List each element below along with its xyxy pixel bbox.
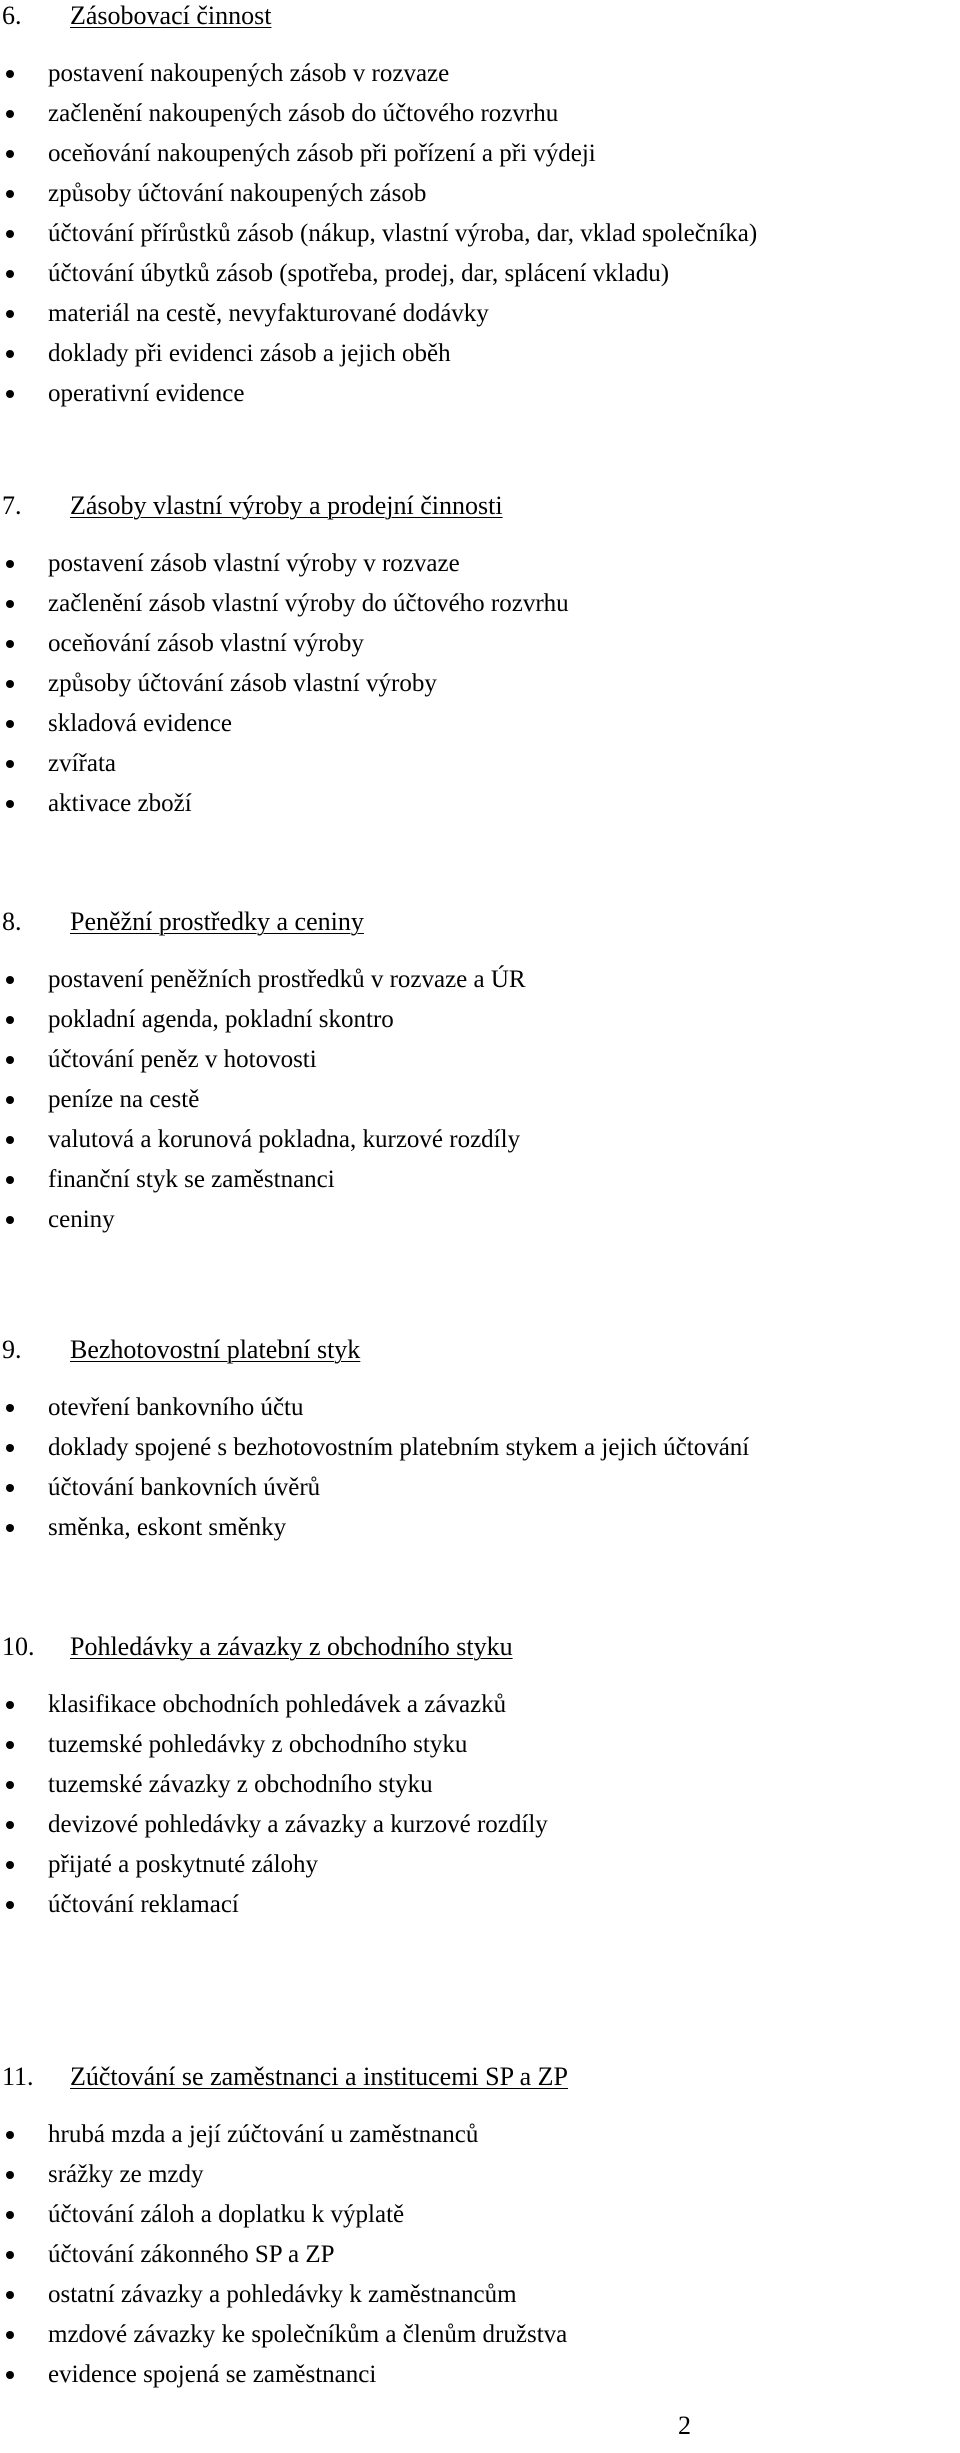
list-item: [0, 664, 960, 704]
list-item-text: účtování reklamací: [48, 1891, 239, 1918]
list-item: [0, 1765, 960, 1805]
list-item-text: tuzemské závazky z obchodního styku: [48, 1771, 433, 1798]
list-item-text: postavení nakoupených zásob v rozvaze: [48, 60, 450, 87]
section-title: Zásobovací činnost: [70, 1, 272, 30]
list-item: [0, 94, 960, 134]
list-item-text: účtování zákonného SP a ZP: [48, 2241, 335, 2268]
list-item: [0, 1725, 960, 1765]
list-item-text: valutová a korunová pokladna, kurzové rozdíly: [48, 1126, 521, 1153]
list-item-text: operativní evidence: [48, 380, 245, 407]
list-item-text: tuzemské pohledávky z obchodního styku: [48, 1731, 468, 1758]
section-8: [0, 906, 960, 1240]
bullet-icon: [6, 1741, 14, 1749]
list-item: [0, 1200, 960, 1240]
list-item: [0, 1000, 960, 1040]
list-item: [0, 1508, 960, 1548]
section-heading: [0, 490, 960, 522]
list-item-text: účtování bankovních úvěrů: [48, 1474, 321, 1501]
section-items: [0, 54, 960, 414]
list-item: [0, 374, 960, 414]
list-item-text: skladová evidence: [48, 710, 232, 737]
bullet-icon: [6, 1216, 14, 1224]
list-item: [0, 1685, 960, 1725]
section-items: [0, 960, 960, 1240]
list-item: [0, 1120, 960, 1160]
list-item-text: materiál na cestě, nevyfakturované dodávky: [48, 300, 489, 327]
list-item-text: začlenění nakoupených zásob do účtového rozvrhu: [48, 100, 559, 127]
list-item: [0, 544, 960, 584]
list-item: [0, 1428, 960, 1468]
list-item: [0, 1080, 960, 1120]
bullet-icon: [6, 1781, 14, 1789]
list-item-text: mzdové závazky ke společníkům a členům družstva: [48, 2321, 568, 2348]
list-item-text: devizové pohledávky a závazky a kurzové rozdíly: [48, 1811, 548, 1838]
bullet-icon: [6, 1444, 14, 1452]
section-items: [0, 2115, 960, 2395]
bullet-icon: [6, 2371, 14, 2379]
list-item: [0, 174, 960, 214]
bullet-icon: [6, 600, 14, 608]
list-item: [0, 744, 960, 784]
list-item: [0, 784, 960, 824]
list-item: [0, 2355, 960, 2395]
section-heading: [0, 1631, 960, 1663]
bullet-icon: [6, 70, 14, 78]
section-number: 11.: [2, 2062, 34, 2091]
bullet-icon: [6, 1524, 14, 1532]
bullet-icon: [6, 1016, 14, 1024]
bullet-icon: [6, 1861, 14, 1869]
section-heading: [0, 906, 960, 938]
section-number: 9.: [2, 1335, 22, 1364]
list-item: [0, 1805, 960, 1845]
list-item: [0, 1160, 960, 1200]
list-item: [0, 134, 960, 174]
section-title: Pohledávky a závazky z obchodního styku: [70, 1632, 513, 1661]
bullet-icon: [6, 1701, 14, 1709]
list-item-text: hrubá mzda a její zúčtování u zaměstnanců: [48, 2121, 479, 2148]
list-item-text: ostatní závazky a pohledávky k zaměstnancům: [48, 2281, 517, 2308]
list-item-text: způsoby účtování zásob vlastní výroby: [48, 670, 437, 697]
bullet-icon: [6, 1484, 14, 1492]
list-item-text: zvířata: [48, 750, 117, 777]
list-item: [0, 624, 960, 664]
list-item-text: účtování přírůstků zásob (nákup, vlastní výroba, dar, vklad společníka): [48, 220, 758, 247]
list-item-text: přijaté a poskytnuté zálohy: [48, 1851, 319, 1878]
bullet-icon: [6, 2251, 14, 2259]
list-item-text: doklady spojené s bezhotovostním platebním stykem a jejich účtování: [48, 1434, 750, 1461]
list-item-text: oceňování nakoupených zásob při pořízení a při výdeji: [48, 140, 596, 167]
list-item-text: otevření bankovního účtu: [48, 1394, 304, 1421]
section-title: Zásoby vlastní výroby a prodejní činnosti: [70, 491, 503, 520]
list-item: [0, 1468, 960, 1508]
bullet-icon: [6, 270, 14, 278]
bullet-icon: [6, 1136, 14, 1144]
list-item: [0, 2235, 960, 2275]
bullet-icon: [6, 2171, 14, 2179]
section-7: [0, 490, 960, 824]
list-item-text: postavení peněžních prostředků v rozvaze a ÚR: [48, 966, 526, 993]
list-item-text: směnka, eskont směnky: [48, 1514, 287, 1541]
list-item: [0, 334, 960, 374]
bullet-icon: [6, 640, 14, 648]
section-number: 8.: [2, 907, 22, 936]
list-item-text: srážky ze mzdy: [48, 2161, 204, 2188]
bullet-icon: [6, 1096, 14, 1104]
list-item: [0, 2315, 960, 2355]
section-heading: [0, 1334, 960, 1366]
section-title: Peněžní prostředky a ceniny: [70, 907, 364, 936]
bullet-icon: [6, 800, 14, 808]
list-item: [0, 1388, 960, 1428]
list-item: [0, 214, 960, 254]
bullet-icon: [6, 976, 14, 984]
section-heading: [0, 2061, 960, 2093]
section-title: Zúčtování se zaměstnanci a institucemi SP a ZP: [70, 2062, 568, 2091]
list-item-text: peníze na cestě: [48, 1086, 200, 1113]
bullet-icon: [6, 1056, 14, 1064]
list-item: [0, 1885, 960, 1925]
bullet-icon: [6, 230, 14, 238]
bullet-icon: [6, 2331, 14, 2339]
bullet-icon: [6, 350, 14, 358]
bullet-icon: [6, 720, 14, 728]
list-item: [0, 584, 960, 624]
bullet-icon: [6, 2291, 14, 2299]
page-number: 2: [678, 2411, 691, 2440]
list-item: [0, 254, 960, 294]
section-heading: [0, 0, 960, 32]
list-item-text: způsoby účtování nakoupených zásob: [48, 180, 427, 207]
list-item-text: klasifikace obchodních pohledávek a závazků: [48, 1691, 507, 1718]
bullet-icon: [6, 390, 14, 398]
list-item-text: postavení zásob vlastní výroby v rozvaze: [48, 550, 460, 577]
bullet-icon: [6, 1821, 14, 1829]
bullet-icon: [6, 110, 14, 118]
list-item: [0, 960, 960, 1000]
bullet-icon: [6, 760, 14, 768]
list-item: [0, 1040, 960, 1080]
list-item-text: účtování úbytků zásob (spotřeba, prodej, dar, splácení vkladu): [48, 260, 670, 287]
list-item: [0, 1845, 960, 1885]
list-item: [0, 2195, 960, 2235]
list-item-text: doklady při evidenci zásob a jejich oběh: [48, 340, 451, 367]
section-11: [0, 2061, 960, 2395]
list-item-text: účtování záloh a doplatku k výplatě: [48, 2201, 405, 2228]
bullet-icon: [6, 2131, 14, 2139]
bullet-icon: [6, 310, 14, 318]
bullet-icon: [6, 1404, 14, 1412]
bullet-icon: [6, 1901, 14, 1909]
section-items: [0, 1685, 960, 1925]
list-item-text: účtování peněz v hotovosti: [48, 1046, 317, 1073]
section-6: [0, 0, 960, 414]
bullet-icon: [6, 2211, 14, 2219]
section-9: [0, 1334, 960, 1548]
list-item-text: začlenění zásob vlastní výroby do účtového rozvrhu: [48, 590, 569, 617]
list-item-text: aktivace zboží: [48, 790, 192, 817]
bullet-icon: [6, 560, 14, 568]
list-item: [0, 294, 960, 334]
list-item: [0, 2275, 960, 2315]
list-item-text: finanční styk se zaměstnanci: [48, 1166, 335, 1193]
section-10: [0, 1631, 960, 1925]
bullet-icon: [6, 190, 14, 198]
list-item-text: pokladní agenda, pokladní skontro: [48, 1006, 394, 1033]
section-number: 10.: [2, 1632, 35, 1661]
section-items: [0, 544, 960, 824]
bullet-icon: [6, 1176, 14, 1184]
section-items: [0, 1388, 960, 1548]
section-title: Bezhotovostní platební styk: [70, 1335, 361, 1364]
list-item: [0, 54, 960, 94]
list-item: [0, 2155, 960, 2195]
section-number: 7.: [2, 491, 22, 520]
list-item-text: oceňování zásob vlastní výroby: [48, 630, 364, 657]
bullet-icon: [6, 680, 14, 688]
list-item: [0, 2115, 960, 2155]
bullet-icon: [6, 150, 14, 158]
list-item: [0, 704, 960, 744]
list-item-text: ceniny: [48, 1206, 115, 1233]
section-number: 6.: [2, 1, 22, 30]
list-item-text: evidence spojená se zaměstnanci: [48, 2361, 377, 2388]
